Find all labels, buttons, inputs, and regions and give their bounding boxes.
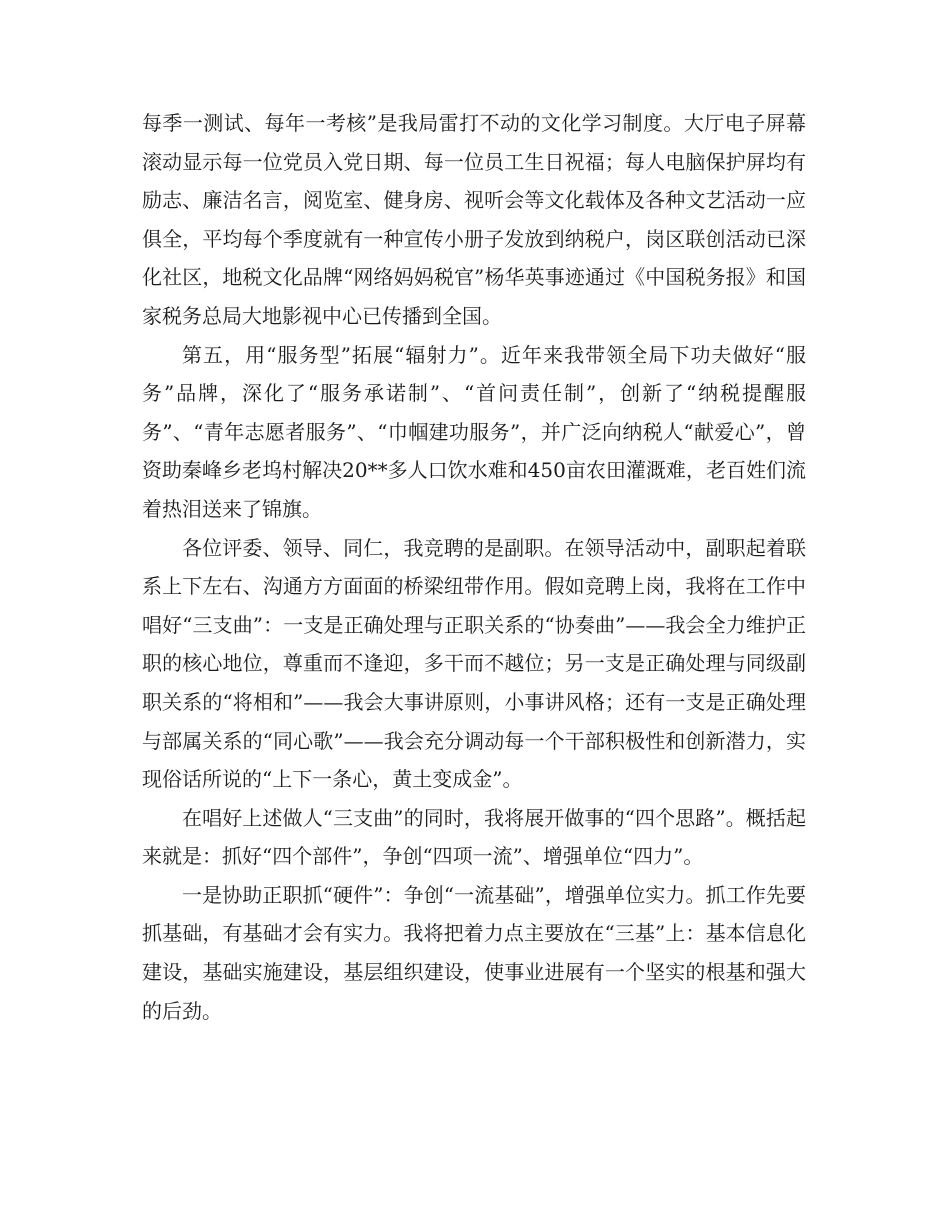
- document-body: [142, 104, 806, 1030]
- paragraph-3: 各位评委、领导、同仁，我竞聘的是副职。在领导活动中，副职起着联系上下左右、沟通方方面面的桥梁纽带作用。假如竞聘上岗，我将在工作中唱好“三支曲”：一支是正确处理与正职关系的“协奏曲”——我会全力维护正职的核心地位，尊重而不逢迎，多干而不越位；另一支是正确处理与同级副职关系的“将相和”——我会大事讲原则，小事讲风格；还有一支是正确处理与部属关系的“同心歌”——我会充分调动每一个干部积极性和创新潜力，实现俗话所说的“上下一条心，黄土变成金”。: [142, 535, 806, 792]
- paragraph-2: 第五，用“服务型”拓展“辐射力”。近年来我带领全局下功夫做好“服务”品牌，深化了“服务承诺制”、“首问责任制”，创新了“纳税提醒服务”、“青年志愿者服务”、“巾帼建功服务”，并广泛向纳税人“献爱心”，曾资助秦峰乡老坞村解决20**多人口饮水难和450亩农田灌溉难，老百姓们流着热泪送来了锦旗。: [142, 342, 806, 521]
- paragraph-4: 在唱好上述做人“三支曲”的同时，我将展开做事的“四个思路”。概括起来就是：抓好“四个部件”，争创“四项一流”、增强单位“四力”。: [142, 805, 806, 869]
- paragraph-5: 一是协助正职抓“硬件”：争创“一流基础”，增强单位实力。抓工作先要抓基础，有基础才会有实力。我将把着力点主要放在“三基”上：基本信息化建设，基础实施建设，基层组织建设，使事业进展有一个坚实的根基和强大的后劲。: [142, 882, 806, 1023]
- paragraph-1: 每季一测试、每年一考核”是我局雷打不动的文化学习制度。大厅电子屏幕滚动显示每一位党员入党日期、每一位员工生日祝福；每人电脑保护屏均有励志、廉洁名言，阅览室、健身房、视听会等文化载体及各种文艺活动一应俱全，平均每个季度就有一种宣传小册子发放到纳税户，岗区联创活动已深化社区，地税文化品牌“网络妈妈税官”杨华英事迹通过《中国税务报》和国家税务总局大地影视中心已传播到全国。: [142, 111, 806, 328]
